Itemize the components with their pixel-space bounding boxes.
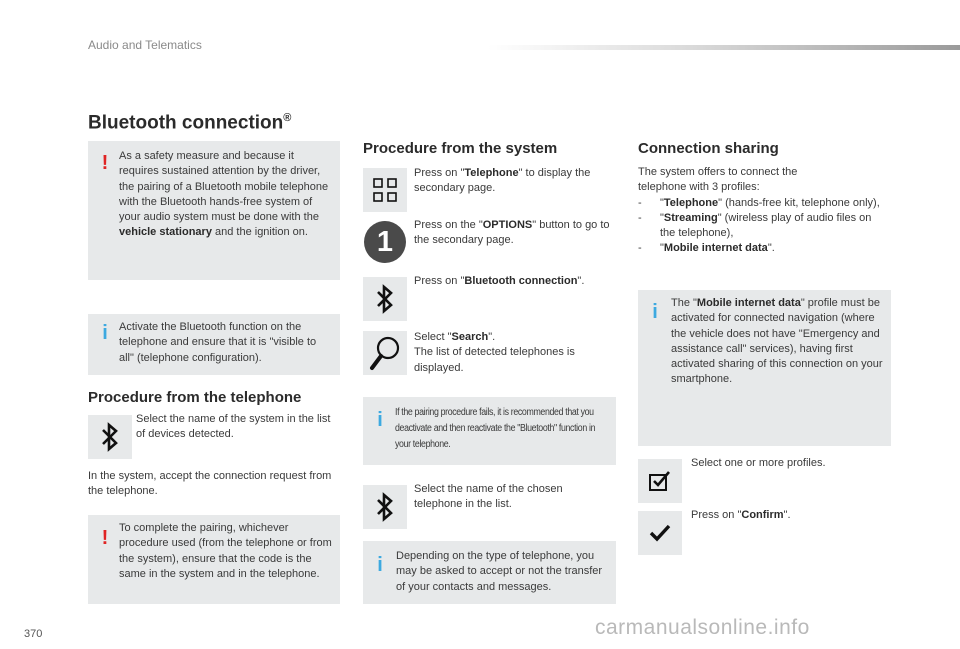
info-text-mobile-data (671, 296, 885, 388)
step-text-pre: Select " (414, 331, 452, 343)
info-icon: i (102, 322, 108, 344)
info-icon: i (377, 554, 383, 576)
bluetooth-icon-box (88, 415, 132, 459)
bluetooth-icon-box (363, 485, 407, 529)
step-text-bold: OPTIONS (482, 219, 533, 231)
checkmark-icon (649, 524, 671, 542)
step-text-post: ". (577, 275, 585, 287)
checkbox-icon-box (638, 459, 682, 503)
warning-text-bold: vehicle stationary (119, 226, 212, 239)
step-text-bold: Search (451, 331, 489, 343)
info-box-pairing-fails (363, 397, 616, 465)
info-text-bold: Mobile internet data (696, 297, 801, 309)
profile-text-pre: " (660, 196, 664, 209)
step-text-line2: The list of detected telephones is displayed. (414, 346, 575, 374)
step-text-bold: Bluetooth connection (464, 275, 578, 287)
step-text-pre: Press on " (691, 509, 742, 521)
step-text-pre: Press on the " (414, 219, 483, 231)
info-box-activate (88, 314, 340, 375)
profile-text-bold: Streaming (663, 211, 718, 224)
profile-text (660, 241, 775, 256)
warning-box-code (88, 515, 340, 604)
step-accept-request: In the system, accept the connection request from the telephone. (88, 470, 332, 498)
header-divider (488, 45, 960, 50)
info-box-transfer (363, 541, 616, 604)
info-text-pre: The " (671, 297, 697, 309)
step-select-telephone: Select the name of the chosen telephone in the list. (414, 483, 563, 511)
step-text-post: " to display the secondary page. (414, 167, 591, 195)
step-press-options (414, 218, 614, 249)
bluetooth-icon-box (363, 277, 407, 321)
step-press-bluetooth-connection (414, 274, 614, 289)
step-text-bold: Confirm (741, 509, 784, 521)
list-dash: - (638, 242, 642, 255)
warning-box-safety (88, 141, 340, 280)
search-icon-box (363, 331, 407, 375)
step-select-search (414, 330, 614, 376)
profile-text (660, 211, 888, 242)
bluetooth-icon (376, 284, 394, 314)
heading-procedure-system: Procedure from the system (363, 140, 558, 157)
checkbox-icon (648, 470, 672, 492)
info-text-transfer: Depending on the type of telephone, you may be asked to accept or not the transfer of your contacts and messages. (396, 550, 603, 593)
profile-item-mobile-data (638, 241, 888, 256)
info-text-pairing-fails: If the pairing procedure fails, it is recommended that you deactivate and then reactivate the "Bluetooth" function in your telephone. (395, 407, 596, 450)
step-text-post: ". (783, 509, 791, 521)
step-text-pre: Press on " (414, 275, 465, 287)
heading-connection-sharing: Connection sharing (638, 140, 779, 157)
confirm-icon-box (638, 511, 682, 555)
intro-text: The system offers to connect the telephone with 3 profiles: (638, 166, 798, 194)
list-dash: - (638, 196, 642, 209)
list-dash: - (638, 211, 642, 224)
info-icon: i (377, 409, 383, 431)
warning-text-code: To complete the pairing, whichever procedure used (from the telephone or from the system), ensure that the code is the same in the system and in the telephone. (119, 522, 332, 580)
profile-text-bold: Mobile internet data (663, 242, 768, 255)
connection-sharing-text (638, 165, 888, 257)
warning-text-pre: As a safety measure and because it requires sustained attention by the driver, the pairing of a Bluetooth mobile telephone with the Bluetooth hands-free system of your audio system must be done with the (119, 150, 329, 224)
info-text-activate: Activate the Bluetooth function on the telephone and ensure that it is "visible to all" (telephone configuration). (119, 321, 317, 364)
info-box-mobile-data (638, 290, 891, 446)
step-select-profiles: Select one or more profiles. (691, 457, 826, 469)
page-number: 370 (24, 628, 43, 640)
warning-icon: ! (101, 152, 109, 174)
step-number-badge (364, 221, 406, 263)
profile-item-telephone (638, 196, 888, 211)
profile-text-post: ". (767, 242, 775, 255)
profile-text (660, 196, 880, 211)
page-title-text: Bluetooth connection (88, 112, 284, 134)
step-press-telephone (414, 166, 614, 197)
info-text-post: " profile must be activated for connected navigation (where the vehicle does not have "Emergency and assistance call" services), having first activated sharing of this connection on your smartphone. (671, 297, 883, 386)
step-text-post: ". (488, 331, 496, 343)
grid-icon (373, 178, 397, 202)
search-icon (369, 335, 401, 371)
step-text-bold: Telephone (464, 167, 519, 179)
bluetooth-icon (101, 422, 119, 452)
profile-text-pre: " (660, 211, 664, 224)
telephone-menu-icon-box (363, 168, 407, 212)
watermark: carmanualsonline.info (595, 616, 810, 639)
section-title: Audio and Telematics (88, 38, 202, 52)
info-icon: i (652, 301, 658, 323)
registered-mark: ® (283, 112, 292, 124)
bluetooth-icon (376, 492, 394, 522)
warning-text-post: and the ignition on. (211, 226, 308, 239)
profile-text-post: " (hands-free kit, telephone only), (718, 196, 880, 209)
profile-text-post: " (wireless play of audio files on the telephone), (660, 211, 872, 240)
warning-text-safety (119, 149, 333, 241)
profile-text-pre: " (660, 242, 664, 255)
profile-text-bold: Telephone (663, 196, 719, 209)
step-text-post: " button to go to the secondary page. (414, 219, 610, 247)
warning-icon: ! (101, 527, 109, 549)
heading-procedure-telephone: Procedure from the telephone (88, 389, 302, 406)
step-press-confirm (691, 508, 891, 523)
page-title (88, 112, 291, 134)
step-number: 1 (376, 225, 394, 258)
step-select-system: Select the name of the system in the list of devices detected. (136, 413, 331, 441)
profile-item-streaming (638, 211, 888, 242)
step-text-pre: Press on " (414, 167, 465, 179)
